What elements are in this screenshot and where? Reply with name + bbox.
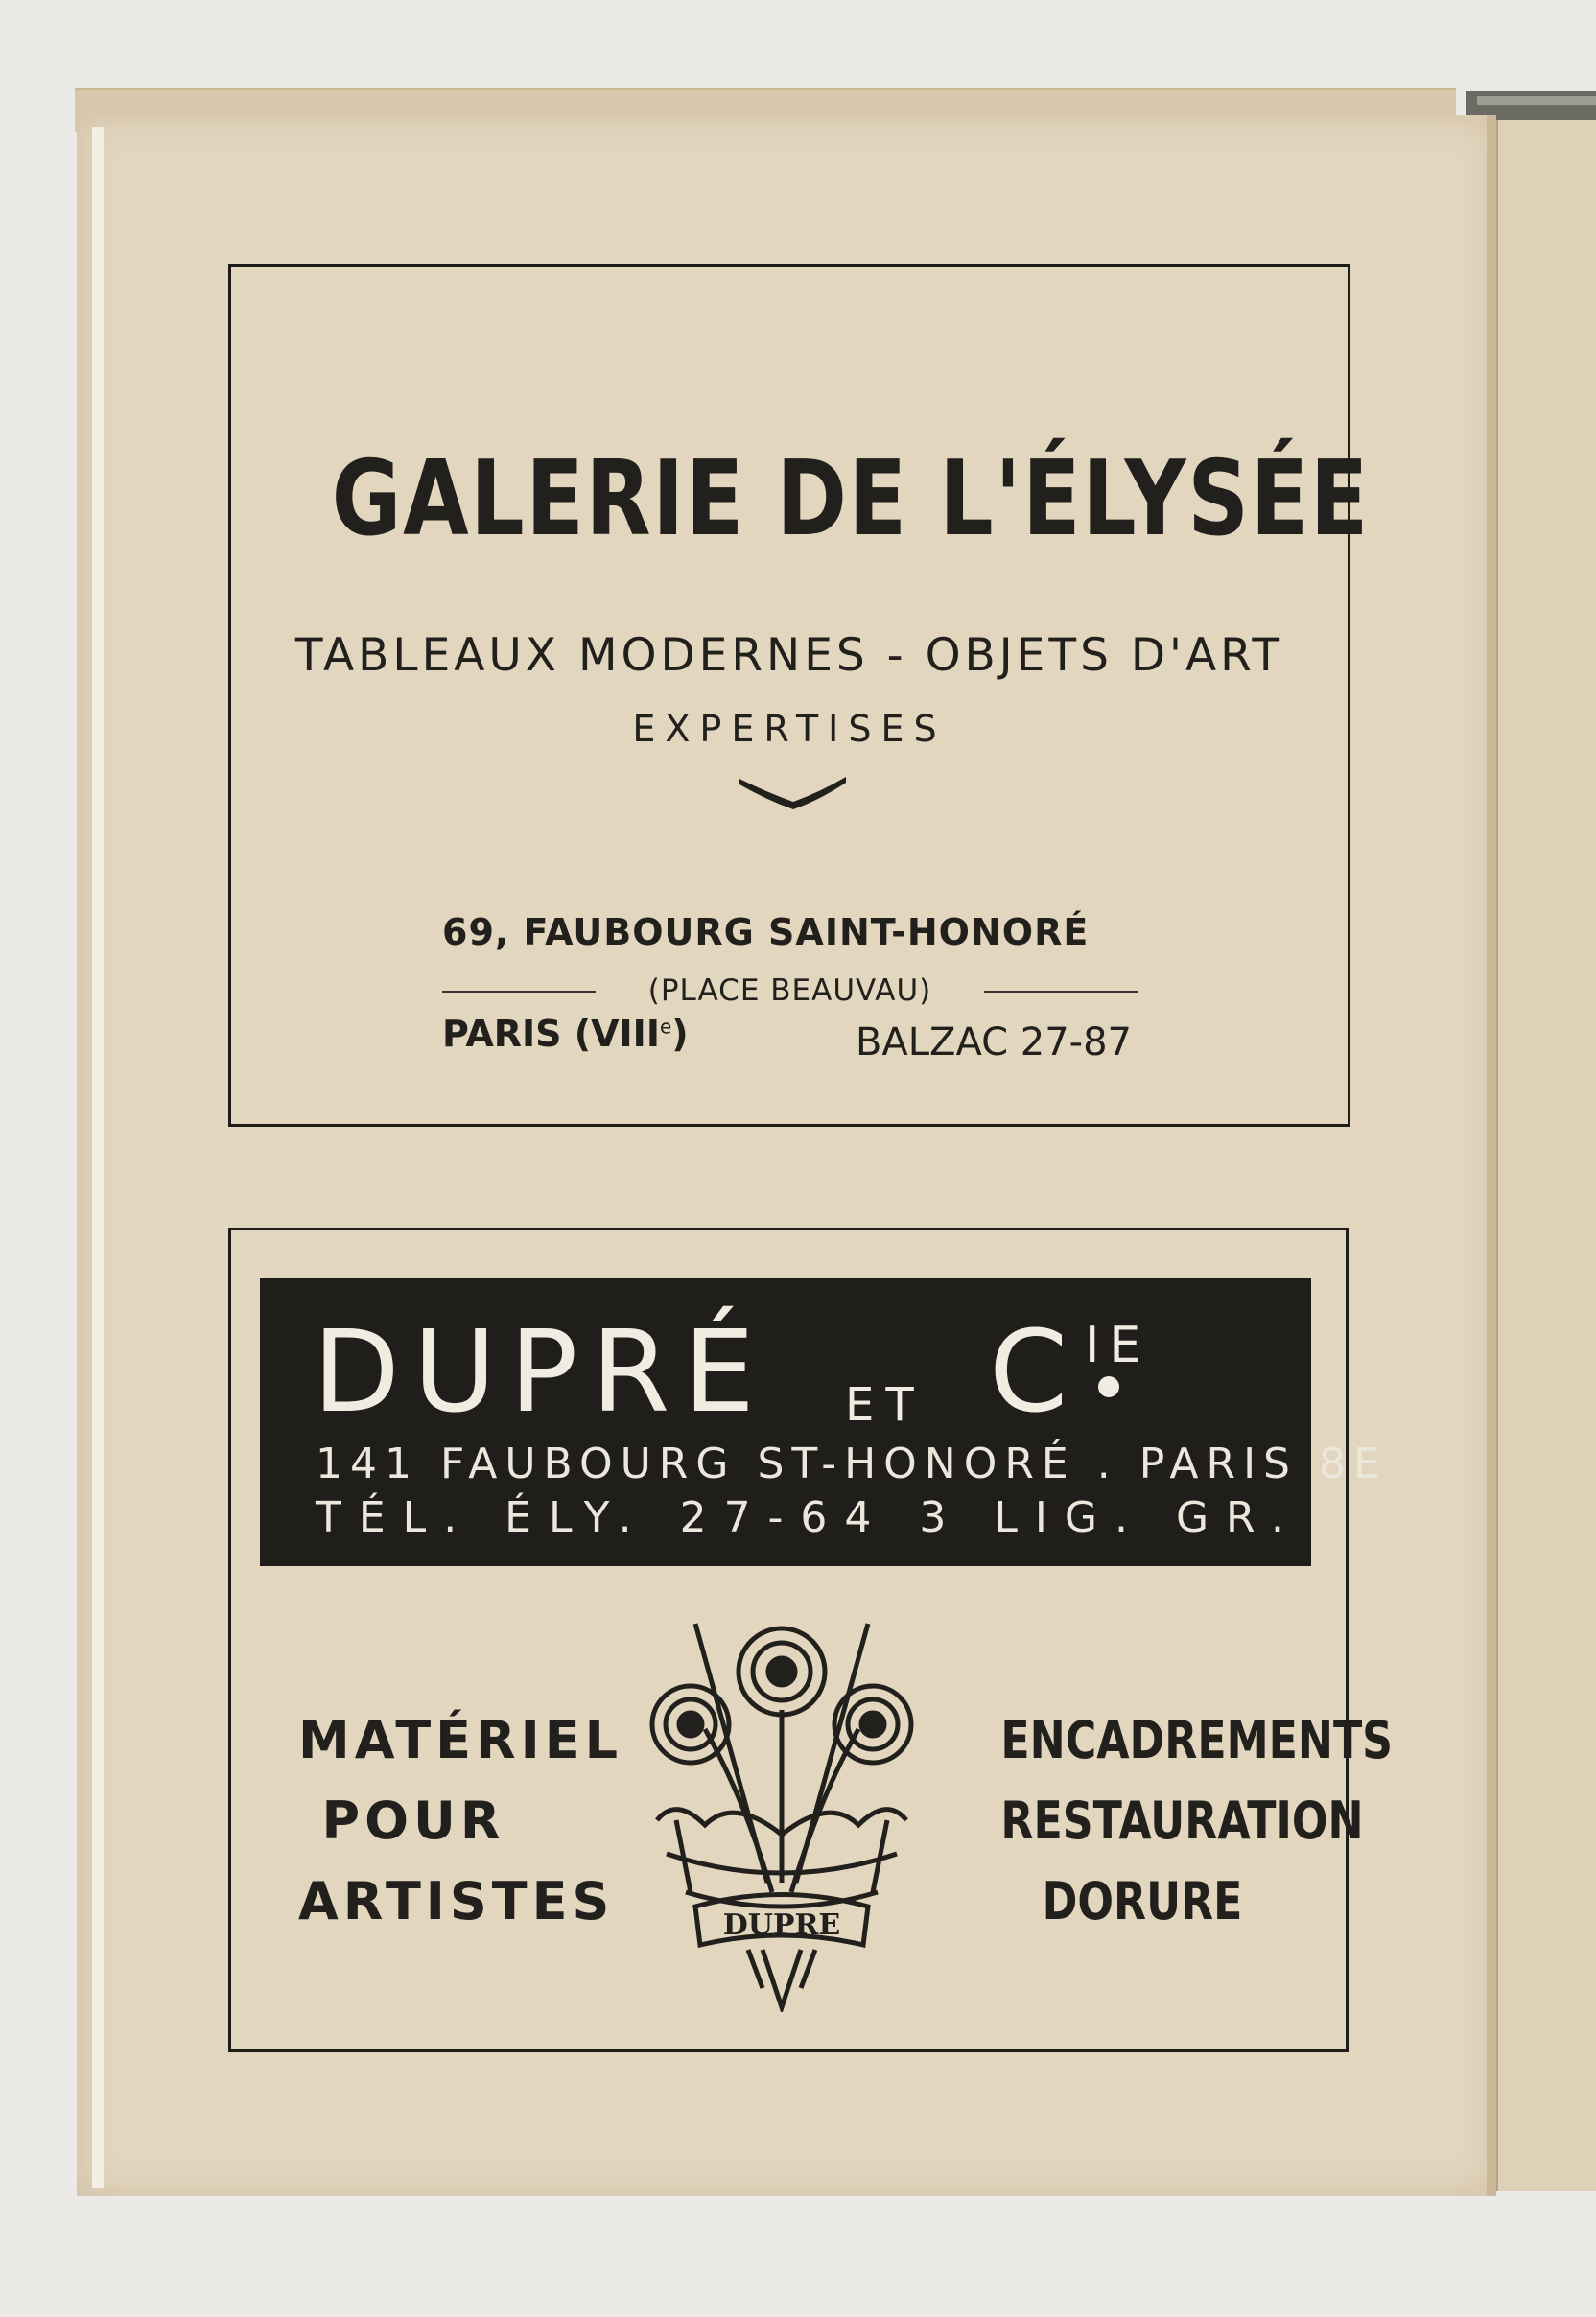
dupre-name: DUPRÉ bbox=[313, 1305, 768, 1438]
galerie-place: (PLACE BEAUVAU) bbox=[647, 973, 932, 1008]
galerie-phone: BALZAC 27-87 bbox=[855, 1020, 1132, 1065]
dupre-company: C bbox=[989, 1305, 1068, 1438]
right-line-1: ENCADREMENTS bbox=[1000, 1710, 1394, 1770]
dupre-crest-logo-icon bbox=[638, 1604, 926, 2012]
page-left-edge bbox=[92, 127, 104, 2188]
right-line-3: DORURE bbox=[1042, 1871, 1243, 1931]
dupre-ad bbox=[228, 1228, 1394, 2052]
right-line-2: RESTAURATION bbox=[1000, 1790, 1364, 1851]
galerie-city bbox=[442, 1013, 689, 1055]
dupre-address: 141 FAUBOURG ST-HONORÉ . PARIS 8E bbox=[316, 1439, 1388, 1488]
left-line-2: POUR bbox=[321, 1790, 505, 1851]
logo-text: DUPRE bbox=[722, 1908, 841, 1942]
dupre-phone: TÉL. ÉLY. 27-64 3 LIG. GR. bbox=[316, 1493, 1303, 1542]
facing-page-edge bbox=[1496, 120, 1596, 2191]
dupre-left-text bbox=[298, 1700, 623, 1942]
galerie-subtitle: TABLEAUX MODERNES - OBJETS D'ART bbox=[294, 629, 1284, 682]
galerie-services: EXPERTISES bbox=[632, 708, 947, 750]
left-line-1: MATÉRIEL bbox=[298, 1710, 623, 1770]
galerie-city-sup: e bbox=[659, 1015, 672, 1039]
galerie-elysee-ad bbox=[228, 264, 1370, 1127]
galerie-title: GALERIE DE L'ÉLYSÉE bbox=[331, 439, 1370, 559]
dupre-dot bbox=[1098, 1376, 1119, 1397]
chevron-ornament-icon bbox=[738, 771, 848, 809]
dupre-banner bbox=[260, 1278, 1388, 1566]
divider-right bbox=[984, 991, 1138, 993]
dupre-et: ET bbox=[845, 1378, 926, 1432]
galerie-address: 69, FAUBOURG SAINT-HONORÉ bbox=[442, 911, 1090, 953]
dupre-right-text bbox=[1000, 1700, 1394, 1942]
galerie-city-text: PARIS (VIII bbox=[442, 1013, 660, 1055]
galerie-place-row bbox=[442, 973, 1138, 1012]
binding-tab-highlight bbox=[1477, 96, 1596, 105]
left-line-3: ARTISTES bbox=[298, 1871, 615, 1931]
dupre-company-sup: IE bbox=[1085, 1317, 1151, 1374]
book-spine bbox=[1487, 115, 1496, 2196]
galerie-city-close: ) bbox=[671, 1013, 689, 1055]
